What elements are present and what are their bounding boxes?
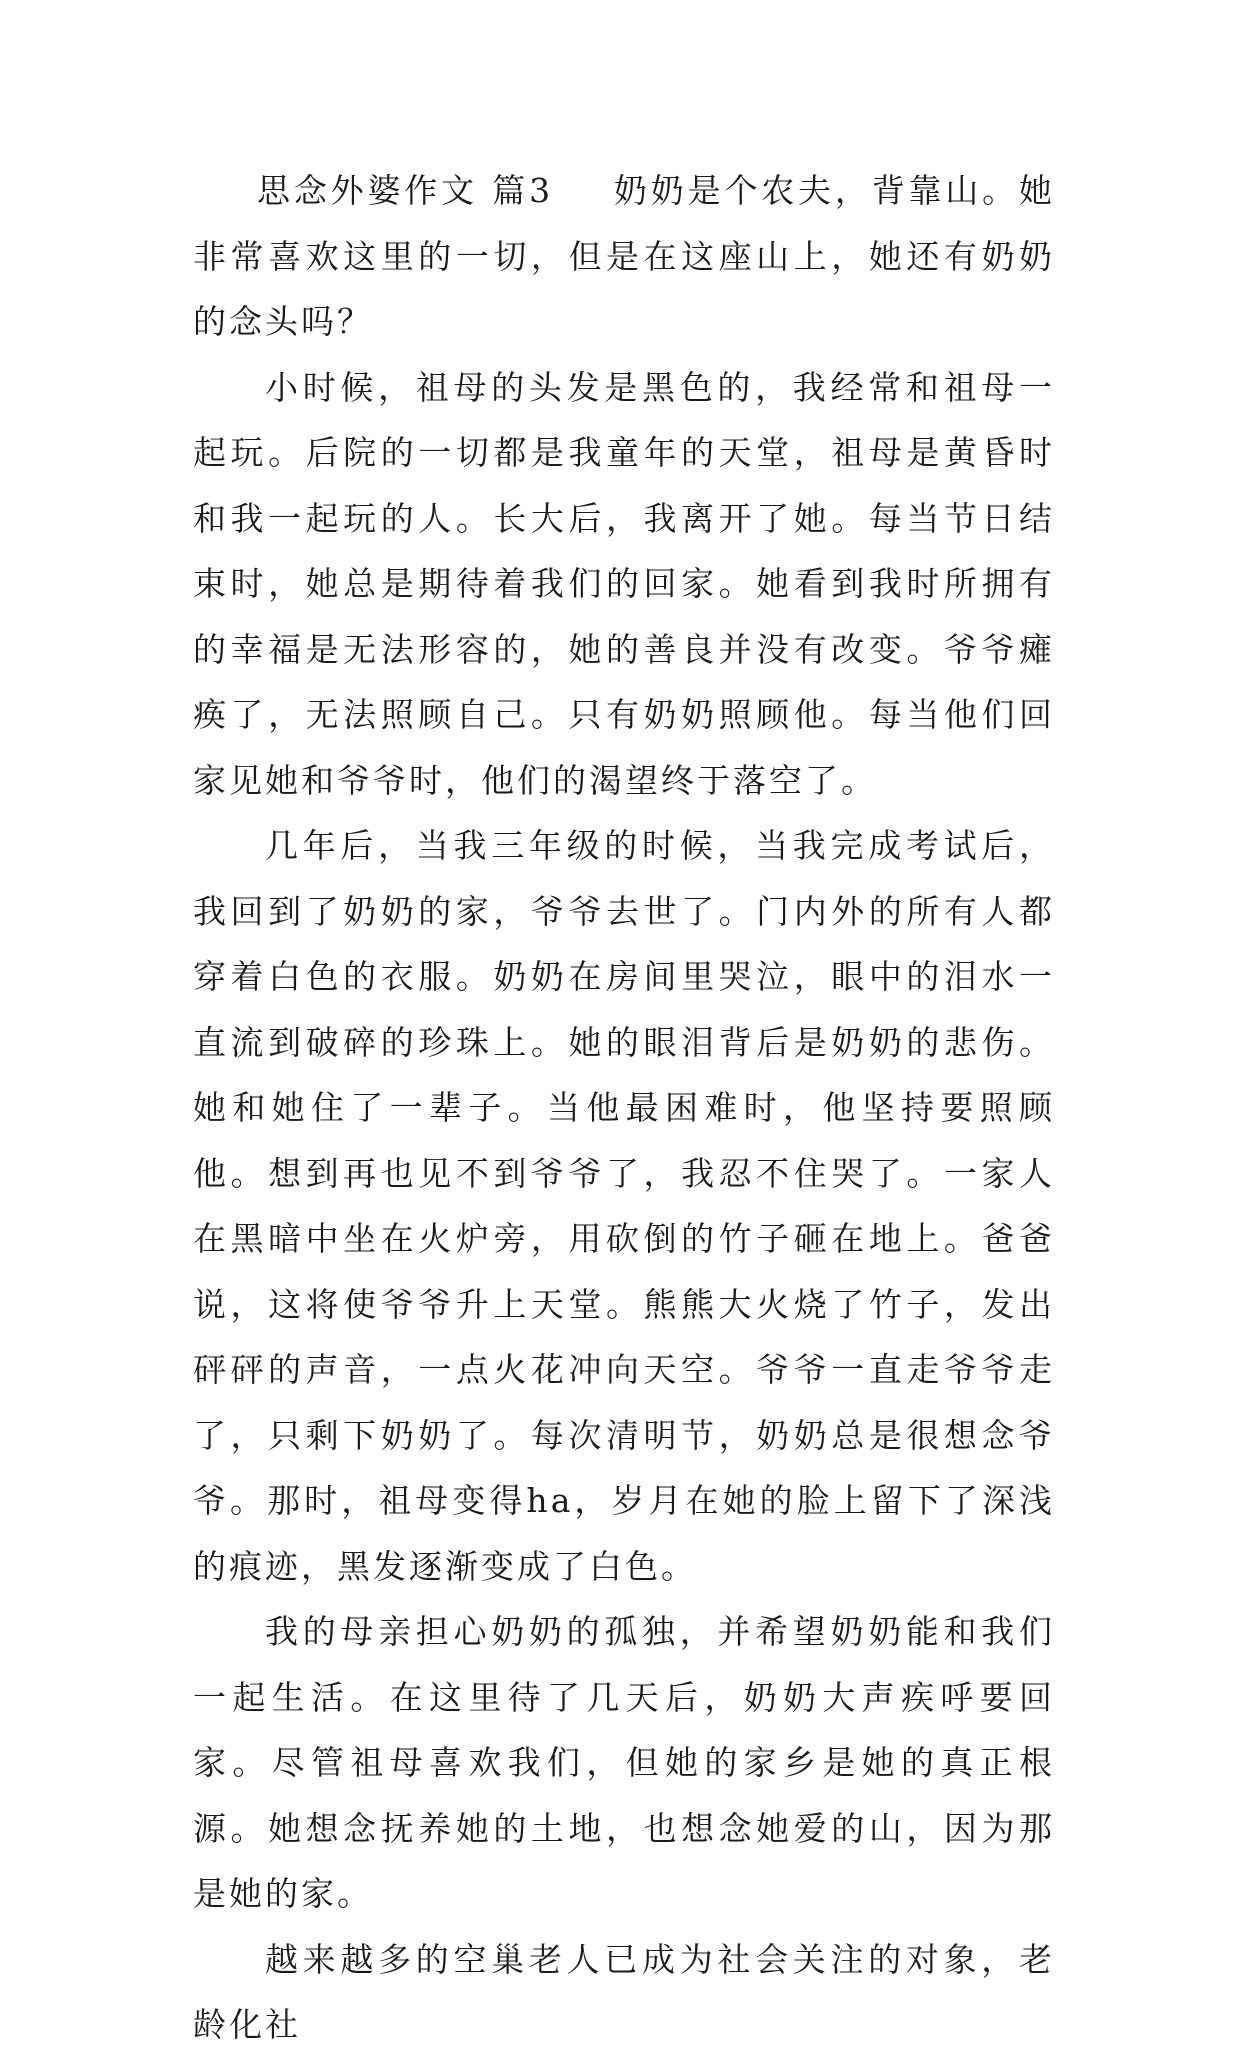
essay-paragraph-2: 小时候，祖母的头发是黑色的，我经常和祖母一起玩。后院的一切都是我童年的天堂，祖母是黄昏时和我一起玩的人。长大后，我离开了她。每当节日结束时，她总是期待着我们的回家。她看到我时所拥有的幸福是无法形容的，她的善良并没有改变。爷爷瘫痪了，无法照顾自己。只有奶奶照顾他。每当他们回家见她和爷爷时，他们的渴望终于落空了。 xyxy=(193,367,1055,800)
essay-heading: 思念外婆作文 篇3 xyxy=(257,171,554,210)
essay-body xyxy=(193,158,1055,2058)
essay-paragraph-4: 我的母亲担心奶奶的孤独，并希望奶奶能和我们一起生活。在这里待了几天后，奶奶大声疾呼要回家。尽管祖母喜欢我们，但她的家乡是她的真正根源。她想念抚养她的土地，也想念她爱的山，因为那是她的家。 xyxy=(193,1612,1055,1913)
essay-paragraph-1 xyxy=(193,158,1055,355)
essay-paragraph-5: 越来越多的空巢老人已成为社会关注的对象，老龄化社 xyxy=(193,1939,1055,2044)
essay-paragraph-3: 几年后，当我三年级的时候，当我完成考试后，我回到了奶奶的家，爷爷去世了。门内外的所有人都穿着白色的衣服。奶奶在房间里哭泣，眼中的泪水一直流到破碎的珍珠上。她的眼泪背后是奶奶的悲伤。她和她住了一辈子。当他最困难时，他坚持要照顾他。想到再也见不到爷爷了，我忍不住哭了。一家人在黑暗中坐在火炉旁，用砍倒的竹子砸在地上。爸爸说，这将使爷爷升上天堂。熊熊大火烧了竹子，发出砰砰的声音，一点火花冲向天空。爷爷一直走爷爷走了，只剩下奶奶了。每次清明节，奶奶总是很想念爷爷。那时，祖母变得ha，岁月在她的脸上留下了深浅的痕迹，黑发逐渐变成了白色。 xyxy=(193,826,1055,1586)
paragraph-text: 奶奶是个农夫，背靠山。她非常喜欢这里的一切，但是在这座山上，她还有奶奶的念头吗？ xyxy=(193,171,1055,341)
